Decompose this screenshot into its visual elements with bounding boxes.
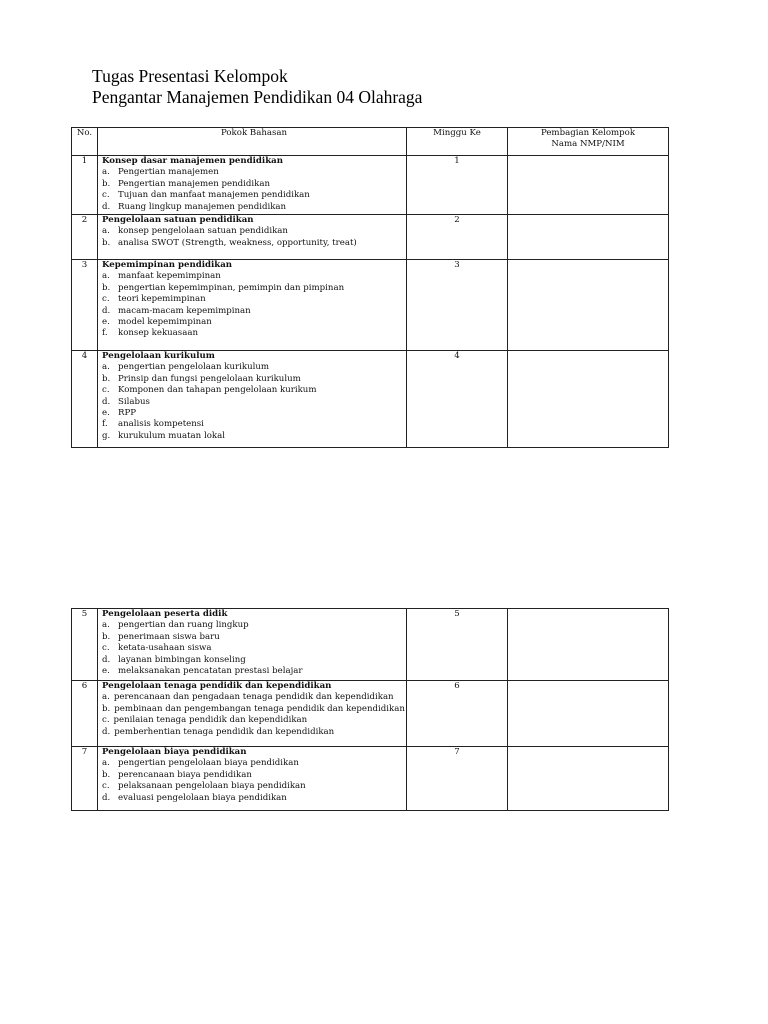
subtopic-item: [102, 374, 406, 385]
row-week: 4: [407, 351, 508, 448]
title-line-2: Pengantar Manajemen Pendidikan 04 Olahraga: [92, 87, 423, 107]
subtopic-item: [102, 397, 406, 408]
subtopic-text: teori kepemimpinan: [118, 294, 206, 305]
header-week: Minggu Ke: [407, 128, 508, 156]
subtopic-item: [102, 704, 406, 715]
subtopic-letter: a.: [102, 692, 110, 703]
row-number: 1: [72, 156, 98, 215]
subtopic-item: [102, 692, 406, 703]
subtopic-letter: c.: [102, 190, 110, 201]
row-group-cell[interactable]: [508, 681, 669, 747]
subtopic-letter: b.: [102, 373, 111, 384]
subtopic-letter: f.: [102, 328, 108, 339]
row-topic: [98, 156, 407, 215]
subtopic-letter: d.: [102, 726, 111, 737]
subtopic-text: ketata-usahaan siswa: [118, 643, 212, 654]
subtopic-text: layanan bimbingan konseling: [118, 654, 246, 665]
subtopic-item: [102, 328, 406, 339]
topic-title: Pengelolaan tenaga pendidik dan kependidikan: [102, 681, 332, 691]
subtopic-text: kurukulum muatan lokal: [118, 430, 225, 441]
subtopic-text: Komponen dan tahapan pengelolaan kurikum: [118, 385, 317, 396]
row-topic: [98, 681, 407, 747]
subtopic-text: pelaksanaan pengelolaan biaya pendidikan: [118, 781, 306, 792]
subtopic-text: Pengertian manajemen pendidikan: [118, 178, 270, 189]
subtopic-text: pengertian pengelolaan kurikulum: [118, 362, 270, 373]
subtopic-item: [102, 781, 406, 792]
document-title: [92, 66, 422, 108]
subtopic-item: [102, 770, 406, 781]
subtopic-letter: b.: [102, 631, 111, 642]
subtopic-text: analisa SWOT (Strength, weakness, opportunity, treat): [118, 237, 357, 248]
row-week: 3: [407, 260, 508, 351]
subtopic-item: [102, 283, 406, 294]
subtopic-text: konsep pengelolaan satuan pendidikan: [118, 226, 288, 237]
subtopic-letter: a.: [102, 226, 110, 237]
subtopic-item: [102, 306, 406, 317]
topic-title: Pengelolaan kurikulum: [102, 351, 215, 361]
subtopic-text: pemberhentian tenaga pendidik dan kependidikan: [114, 726, 335, 737]
subtopic-item: [102, 226, 406, 237]
subtopic-text: pengertian pengelolaan biaya pendidikan: [118, 758, 299, 769]
table-row: [72, 747, 669, 811]
subtopic-item: [102, 715, 406, 726]
subtopic-letter: d.: [102, 201, 111, 212]
subtopic-letter: e.: [102, 666, 110, 677]
subtopic-item: [102, 643, 406, 654]
subtopic-letter: c.: [102, 781, 110, 792]
subtopic-item: [102, 294, 406, 305]
subtopic-item: [102, 238, 406, 249]
row-topic: [98, 260, 407, 351]
subtopic-item: [102, 167, 406, 178]
subtopic-letter: c.: [102, 294, 110, 305]
row-week: 6: [407, 681, 508, 747]
subtopic-text: penerimaan siswa baru: [118, 631, 220, 642]
row-number: 2: [72, 215, 98, 260]
subtopic-text: konsep kekuasaan: [118, 328, 198, 339]
header-group-line2: Nama NMP/NIM: [551, 139, 625, 150]
subtopic-letter: c.: [102, 715, 110, 726]
topic-title: Kepemimpinan pendidikan: [102, 260, 233, 270]
row-topic: [98, 609, 407, 681]
subtopic-letter: a.: [102, 620, 110, 631]
subtopic-letter: d.: [102, 305, 111, 316]
subtopic-letter: e.: [102, 408, 110, 419]
subtopic-text: Prinsip dan fungsi pengelolaan kurikulum: [118, 373, 301, 384]
subtopic-item: [102, 179, 406, 190]
header-group: [508, 128, 669, 156]
topic-table-part-1: [71, 127, 669, 448]
subtopic-text: pembinaan dan pengembangan tenaga pendidik dan kependidikan: [114, 703, 405, 714]
topic-title: Konsep dasar manajemen pendidikan: [102, 156, 283, 166]
row-topic: [98, 747, 407, 811]
subtopic-text: perencanaan dan pengadaan tenaga pendidik dan kependidikan: [113, 692, 394, 703]
subtopic-text: macam-macam kepemimpinan: [118, 305, 251, 316]
table-row: [72, 351, 669, 448]
subtopic-letter: d.: [102, 792, 111, 803]
table-row: [72, 681, 669, 747]
subtopic-text: Tujuan dan manfaat manajemen pendidikan: [118, 190, 310, 201]
row-group-cell[interactable]: [508, 260, 669, 351]
subtopic-letter: d.: [102, 654, 111, 665]
subtopic-letter: b.: [102, 282, 111, 293]
table-header-row: [72, 128, 669, 156]
row-number: 4: [72, 351, 98, 448]
subtopic-item: [102, 317, 406, 328]
subtopic-text: manfaat kepemimpinan: [118, 271, 221, 282]
row-week: 1: [407, 156, 508, 215]
table-row: [72, 215, 669, 260]
subtopic-letter: c.: [102, 385, 110, 396]
row-number: 5: [72, 609, 98, 681]
subtopic-text: RPP: [118, 408, 137, 419]
subtopic-letter: a.: [102, 362, 110, 373]
row-group-cell[interactable]: [508, 747, 669, 811]
subtopic-text: analisis kompetensi: [118, 419, 204, 430]
subtopic-text: Silabus: [118, 396, 150, 407]
row-number: 6: [72, 681, 98, 747]
subtopic-letter: a.: [102, 167, 110, 178]
topic-title: Pengelolaan satuan pendidikan: [102, 215, 254, 225]
row-week: 7: [407, 747, 508, 811]
subtopic-text: pengertian kepemimpinan, pemimpin dan pimpinan: [118, 282, 345, 293]
subtopic-letter: a.: [102, 271, 110, 282]
subtopic-text: Ruang lingkup manajemen pendidikan: [118, 201, 287, 212]
subtopic-item: [102, 632, 406, 643]
subtopic-item: [102, 793, 406, 804]
table-row: [72, 609, 669, 681]
row-topic: [98, 351, 407, 448]
topic-table-part-2: [71, 608, 669, 811]
row-week: 5: [407, 609, 508, 681]
subtopic-item: [102, 620, 406, 631]
subtopic-item: [102, 666, 406, 677]
subtopic-item: [102, 202, 406, 213]
subtopic-letter: b.: [102, 769, 111, 780]
header-group-line1: Pembagian Kelompok: [540, 128, 636, 138]
row-number: 7: [72, 747, 98, 811]
row-week: 2: [407, 215, 508, 260]
row-group-cell[interactable]: [508, 215, 669, 260]
subtopic-item: [102, 271, 406, 282]
header-no: No.: [72, 128, 98, 156]
row-group-cell[interactable]: [508, 609, 669, 681]
subtopic-item: [102, 385, 406, 396]
subtopic-text: pengertian dan ruang lingkup: [118, 620, 249, 631]
topic-title: Pengelolaan peserta didik: [102, 609, 228, 619]
subtopic-text: perencanaan biaya pendidikan: [118, 769, 252, 780]
subtopic-item: [102, 431, 406, 442]
subtopic-letter: d.: [102, 396, 111, 407]
subtopic-item: [102, 727, 406, 738]
subtopic-text: evaluasi pengelolaan biaya pendidikan: [118, 792, 287, 803]
subtopic-item: [102, 408, 406, 419]
subtopic-letter: b.: [102, 703, 111, 714]
subtopic-letter: b.: [102, 237, 111, 248]
subtopic-item: [102, 190, 406, 201]
table-row: [72, 260, 669, 351]
subtopic-item: [102, 655, 406, 666]
subtopic-letter: b.: [102, 178, 111, 189]
header-topic: Pokok Bahasan: [98, 128, 407, 156]
title-line-1: Tugas Presentasi Kelompok: [92, 66, 288, 86]
subtopic-item: [102, 362, 406, 373]
topic-title: Pengelolaan biaya pendidikan: [102, 747, 247, 757]
subtopic-letter: g.: [102, 430, 111, 441]
subtopic-item: [102, 419, 406, 430]
subtopic-text: Pengertian manajemen: [118, 167, 219, 178]
table-row: [72, 156, 669, 215]
subtopic-text: melaksanakan pencatatan prestasi belajar: [118, 666, 303, 677]
subtopic-letter: e.: [102, 317, 110, 328]
subtopic-letter: c.: [102, 643, 110, 654]
subtopic-letter: a.: [102, 758, 110, 769]
subtopic-text: penilaian tenaga pendidik dan kependidikan: [113, 715, 308, 726]
subtopic-text: model kepemimpinan: [118, 317, 212, 328]
row-topic: [98, 215, 407, 260]
row-group-cell[interactable]: [508, 351, 669, 448]
row-number: 3: [72, 260, 98, 351]
row-group-cell[interactable]: [508, 156, 669, 215]
subtopic-letter: f.: [102, 419, 108, 430]
subtopic-item: [102, 758, 406, 769]
